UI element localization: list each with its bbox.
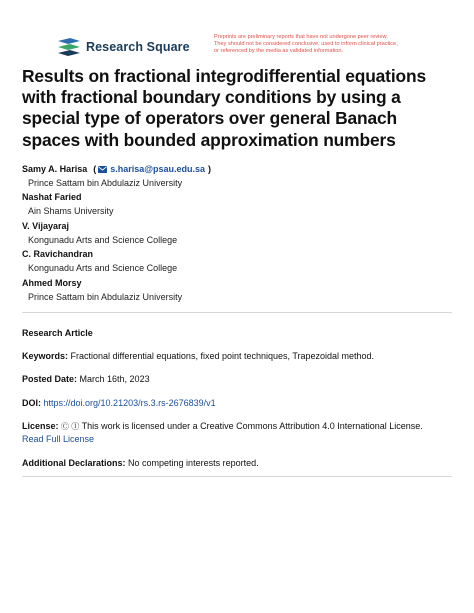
license <box>22 420 462 446</box>
title-line: spaces with bounded approximation numbers <box>22 129 396 150</box>
logo-text: Research Square <box>86 40 190 54</box>
section-divider <box>22 312 452 313</box>
keywords-label: Keywords: <box>22 351 69 361</box>
title-line: Results on fractional integrodifferential equations <box>22 66 426 86</box>
page-header <box>0 0 474 64</box>
author-name: C. Ravichandran <box>22 249 94 260</box>
author-affiliation: Prince Sattam bin Abdulaziz University <box>28 291 183 302</box>
research-square-logo[interactable] <box>58 38 190 56</box>
email-close-paren: ) <box>208 164 212 174</box>
doi-label: DOI: <box>22 398 41 408</box>
preprint-disclaimer <box>214 34 446 56</box>
posted-date-value: March 16th, 2023 <box>79 374 150 384</box>
author-affiliation: Ain Shams University <box>28 206 114 217</box>
read-full-license-link[interactable]: Read Full License <box>22 434 95 444</box>
author-name: Nashat Faried <box>22 192 82 203</box>
author-entry <box>22 219 462 247</box>
disclaimer-line: or referenced by the media as validated information. <box>214 48 344 55</box>
author-list <box>22 162 462 304</box>
email-open-paren: ( <box>93 164 97 174</box>
doi-link[interactable]: https://doi.org/10.21203/rs.3.rs-2676839/v1 <box>43 398 216 408</box>
creative-commons-icon: Ⓒ Ⓘ <box>61 422 80 431</box>
author-entry <box>22 162 462 190</box>
article-type-label: Research Article <box>22 328 93 338</box>
envelope-icon <box>98 166 107 173</box>
declarations-label: Additional Declarations: <box>22 458 126 468</box>
disclaimer-line: They should not be considered conclusive, used to inform clinical practice, <box>214 41 398 48</box>
keywords <box>22 350 462 363</box>
author-name: V. Vijayaraj <box>22 220 70 231</box>
article-type <box>22 327 462 340</box>
title-line: with fractional boundary conditions by using a <box>22 87 401 108</box>
posted-date-label: Posted Date: <box>22 374 78 384</box>
research-square-logo-icon <box>58 38 80 56</box>
author-name: Samy A. Harisa <box>22 164 88 174</box>
email-link[interactable]: s.harisa@psau.edu.sa <box>110 164 206 174</box>
posted-date <box>22 373 462 386</box>
license-text: This work is licensed under a Creative Commons Attribution 4.0 International License. <box>81 421 423 431</box>
disclaimer-line: Preprints are preliminary reports that have not undergone peer review. <box>214 34 388 40</box>
paper-title <box>22 66 462 151</box>
additional-declarations <box>22 457 462 470</box>
author-entry <box>22 247 462 275</box>
author-affiliation: Kongunadu Arts and Science College <box>28 263 178 274</box>
author-affiliation: Prince Sattam bin Abdulaziz University <box>28 178 183 188</box>
section-divider <box>22 476 452 477</box>
author-entry <box>22 276 462 304</box>
author-name: Ahmed Morsy <box>22 277 82 288</box>
license-label: License: <box>22 421 59 431</box>
declarations-value: No competing interests reported. <box>128 458 259 468</box>
author-affiliation: Kongunadu Arts and Science College <box>28 234 178 245</box>
title-line: special type of operators over general Banach <box>22 108 398 129</box>
author-entry <box>22 190 462 218</box>
author-email[interactable] <box>93 162 211 176</box>
doi <box>22 397 462 410</box>
keywords-value: Fractional differential equations, fixed point techniques, Trapezoidal method. <box>70 351 375 361</box>
